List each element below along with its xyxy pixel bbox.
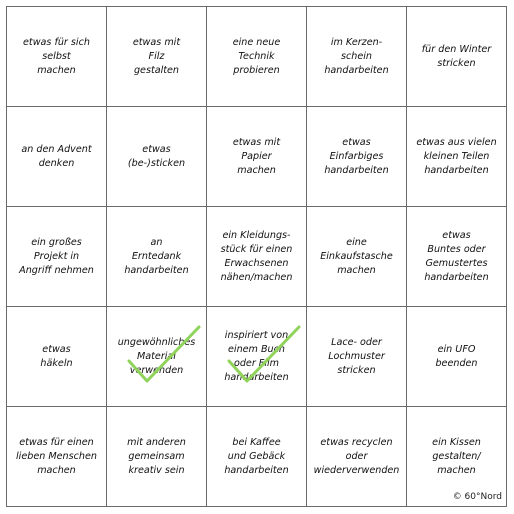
bingo-cell-label: ein Kissen gestalten/ machen — [432, 436, 481, 476]
bingo-cell-label: ein Kleidungs- stück für einen Erwachsenen nähen/machen — [220, 229, 293, 283]
bingo-cell[interactable] — [207, 207, 307, 307]
bingo-cell[interactable] — [407, 107, 507, 207]
bingo-cell-label: mit anderen gemeinsam kreativ sein — [127, 436, 186, 476]
bingo-cell-label: eine Einkaufstasche machen — [320, 236, 393, 276]
bingo-cell[interactable] — [207, 107, 307, 207]
bingo-cell[interactable] — [7, 107, 107, 207]
bingo-cell-label: inspiriert von einem Buch oder Film handarbeiten — [224, 329, 289, 383]
bingo-cell-label: ein UFO beenden — [435, 343, 478, 369]
bingo-board — [6, 6, 507, 507]
bingo-cell[interactable] — [407, 7, 507, 107]
bingo-cell[interactable] — [107, 207, 207, 307]
bingo-cell-label: an Erntedank handarbeiten — [124, 236, 189, 276]
bingo-cell-label: etwas für einen lieben Menschen machen — [16, 436, 97, 476]
bingo-cell-label: bei Kaffee und Gebäck handarbeiten — [224, 436, 289, 476]
bingo-cell[interactable] — [7, 307, 107, 407]
bingo-cell-label: etwas aus vielen kleinen Teilen handarbeiten — [416, 136, 497, 176]
bingo-cell-label: etwas mit Papier machen — [232, 136, 281, 176]
bingo-cell[interactable] — [307, 307, 407, 407]
bingo-cell[interactable] — [107, 107, 207, 207]
bingo-cell-label: etwas mit Filz gestalten — [132, 36, 181, 76]
bingo-cell-label: etwas (be-)sticken — [127, 143, 186, 169]
bingo-cell-label: Lace- oder Lochmuster stricken — [328, 336, 385, 376]
bingo-cell[interactable] — [7, 207, 107, 307]
bingo-cell-label: etwas für sich selbst machen — [23, 36, 90, 76]
bingo-cell-label: etwas häkeln — [40, 343, 73, 369]
bingo-cell-label: etwas Einfarbiges handarbeiten — [324, 136, 389, 176]
bingo-cell-label: etwas recyclen oder wiederverwenden — [313, 436, 400, 476]
bingo-cell-label: eine neue Technik probieren — [232, 36, 281, 76]
bingo-cell-label: etwas Buntes oder Gemustertes handarbeiten — [424, 229, 489, 283]
bingo-cell[interactable] — [307, 207, 407, 307]
bingo-cell[interactable] — [7, 407, 107, 507]
bingo-cell[interactable] — [407, 307, 507, 407]
bingo-cell-label: an den Advent denken — [21, 143, 92, 169]
bingo-cell[interactable] — [307, 107, 407, 207]
bingo-cell[interactable] — [207, 407, 307, 507]
bingo-cell-label: im Kerzen- schein handarbeiten — [324, 36, 389, 76]
bingo-cell[interactable] — [407, 207, 507, 307]
bingo-cell[interactable] — [207, 307, 307, 407]
bingo-cell[interactable] — [107, 307, 207, 407]
bingo-cell-label: für den Winter stricken — [421, 43, 492, 69]
bingo-cell[interactable] — [307, 7, 407, 107]
bingo-cell[interactable] — [107, 7, 207, 107]
bingo-cell[interactable] — [7, 7, 107, 107]
bingo-cell[interactable] — [307, 407, 407, 507]
bingo-cell[interactable] — [107, 407, 207, 507]
bingo-cell-label: ungewöhnliches Material verwenden — [117, 336, 196, 376]
bingo-cell[interactable] — [207, 7, 307, 107]
bingo-cell-label: ein großes Projekt in Angriff nehmen — [19, 236, 94, 276]
copyright-label: © 60°Nord — [452, 492, 502, 502]
